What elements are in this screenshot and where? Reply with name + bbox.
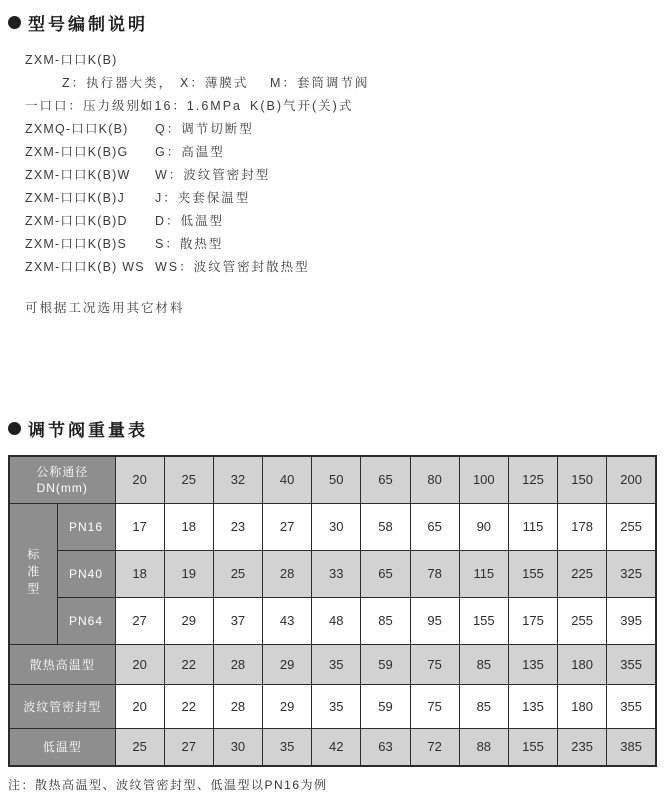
model-code-section	[0, 0, 665, 318]
row-label: 散热高温型	[9, 644, 115, 684]
dn-column-header: 80	[410, 456, 459, 503]
model-code-desc: J：夹套保温型	[155, 190, 251, 205]
weight-value-cell: 355	[607, 684, 656, 728]
table-header-row	[9, 456, 656, 503]
weight-value-cell: 85	[459, 684, 508, 728]
weight-value-cell: 135	[508, 684, 557, 728]
corner-line1: 公称通径	[36, 464, 89, 479]
weight-value-cell: 28	[263, 550, 312, 597]
weight-value-cell: 63	[361, 728, 410, 766]
weight-value-cell: 88	[459, 728, 508, 766]
corner-header-cell	[9, 456, 115, 503]
weight-value-cell: 235	[558, 728, 607, 766]
weight-value-cell: 28	[213, 684, 262, 728]
code-row	[25, 185, 665, 208]
weight-value-cell: 35	[312, 644, 361, 684]
weight-value-cell: 23	[213, 503, 262, 550]
material-note: 可根据工况选用其它材料	[25, 300, 185, 315]
bullet-icon	[8, 422, 21, 435]
weight-value-cell: 22	[164, 644, 213, 684]
model-code-desc: D：低温型	[155, 213, 225, 228]
model-section-title: 型号编制说明	[28, 15, 148, 34]
weight-table	[8, 455, 657, 767]
model-code-desc: S：散热型	[155, 236, 224, 251]
weight-value-cell: 27	[115, 597, 164, 644]
weight-value-cell: 20	[115, 644, 164, 684]
row-label: 低温型	[9, 728, 115, 766]
weight-value-cell: 30	[213, 728, 262, 766]
weight-value-cell: 175	[508, 597, 557, 644]
bullet-icon	[8, 16, 21, 29]
weight-value-cell: 115	[508, 503, 557, 550]
weight-value-cell: 20	[115, 684, 164, 728]
weight-value-cell: 27	[263, 503, 312, 550]
legend-m: M：套筒调节阀	[270, 75, 370, 90]
row-label: PN40	[57, 550, 115, 597]
legend-pressure-example: 如16：1.6MPa	[140, 98, 242, 113]
model-code-desc: WS：波纹管密封散热型	[155, 259, 310, 274]
weight-value-cell: 155	[508, 550, 557, 597]
weight-value-cell: 225	[558, 550, 607, 597]
dn-column-header: 50	[312, 456, 361, 503]
model-code: ZXM-口口K(B)J	[25, 190, 125, 205]
weight-value-cell: 180	[558, 684, 607, 728]
weight-value-cell: 75	[410, 644, 459, 684]
weight-value-cell: 59	[361, 684, 410, 728]
model-code-desc: G：高温型	[155, 144, 225, 159]
model-code-block	[0, 47, 665, 318]
weight-value-cell: 25	[115, 728, 164, 766]
model-code: ZXM-口口K(B)D	[25, 213, 128, 228]
weight-value-cell: 19	[164, 550, 213, 597]
base-model-code-line	[25, 47, 665, 70]
weight-value-cell: 355	[607, 644, 656, 684]
row-label: 波纹管密封型	[9, 684, 115, 728]
weight-value-cell: 65	[410, 503, 459, 550]
weight-value-cell: 85	[459, 644, 508, 684]
weight-value-cell: 25	[213, 550, 262, 597]
dn-column-header: 40	[263, 456, 312, 503]
code-row	[25, 162, 665, 185]
weight-table-wrapper	[8, 455, 657, 767]
weight-value-cell: 325	[607, 550, 656, 597]
weight-table-section	[0, 416, 665, 793]
weight-value-cell: 78	[410, 550, 459, 597]
model-code: ZXM-口口K(B) WS	[25, 259, 145, 274]
code-row	[25, 231, 665, 254]
weight-value-cell: 255	[607, 503, 656, 550]
weight-value-cell: 58	[361, 503, 410, 550]
model-code: ZXM-口口K(B)G	[25, 144, 129, 159]
legend-x: X：薄膜式	[180, 75, 249, 90]
corner-line2: DN(mm)	[36, 480, 88, 495]
weight-value-cell: 155	[508, 728, 557, 766]
weight-value-cell: 18	[115, 550, 164, 597]
weight-value-cell: 35	[312, 684, 361, 728]
weight-value-cell: 33	[312, 550, 361, 597]
weight-value-cell: 27	[164, 728, 213, 766]
weight-value-cell: 85	[361, 597, 410, 644]
legend-kb: K(B)气开(关)式	[250, 98, 354, 113]
dn-column-header: 65	[361, 456, 410, 503]
weight-value-cell: 18	[164, 503, 213, 550]
code-row	[25, 208, 665, 231]
dn-column-header: 32	[213, 456, 262, 503]
legend-z: Z：执行器大类，	[62, 75, 174, 90]
legend-line-pressure	[25, 93, 665, 116]
model-code: ZXM-口口K(B)W	[25, 167, 131, 182]
weight-value-cell: 29	[263, 644, 312, 684]
weight-value-cell: 180	[558, 644, 607, 684]
weight-value-cell: 385	[607, 728, 656, 766]
weight-value-cell: 65	[361, 550, 410, 597]
weight-value-cell: 17	[115, 503, 164, 550]
weight-value-cell: 28	[213, 644, 262, 684]
dn-column-header: 200	[607, 456, 656, 503]
model-code: ZXMQ-口口K(B)	[25, 121, 129, 136]
weight-value-cell: 30	[312, 503, 361, 550]
table-row-low-temp	[9, 728, 656, 766]
weight-value-cell: 135	[508, 644, 557, 684]
row-label: PN64	[57, 597, 115, 644]
model-code: ZXM-口口K(B)S	[25, 236, 128, 251]
weight-value-cell: 29	[263, 684, 312, 728]
weight-value-cell: 22	[164, 684, 213, 728]
table-row-bellows-sealed	[9, 684, 656, 728]
weight-value-cell: 37	[213, 597, 262, 644]
dn-column-header: 20	[115, 456, 164, 503]
weight-value-cell: 48	[312, 597, 361, 644]
row-label: PN16	[57, 503, 115, 550]
code-row	[25, 116, 665, 139]
legend-line-zxm	[25, 70, 665, 93]
table-row-pn40	[9, 550, 656, 597]
legend-pressure-class: 一口口：压力级别：	[25, 98, 156, 113]
weight-value-cell: 72	[410, 728, 459, 766]
material-note-line	[25, 295, 665, 318]
weight-section-title-row	[0, 416, 665, 441]
weight-value-cell: 178	[558, 503, 607, 550]
weight-value-cell: 95	[410, 597, 459, 644]
code-row	[25, 254, 665, 277]
model-code-desc: Q：调节切断型	[155, 121, 254, 136]
group-label-standard: 标准型	[9, 503, 57, 644]
model-section-title-row	[0, 10, 665, 35]
weight-value-cell: 42	[312, 728, 361, 766]
dn-column-header: 100	[459, 456, 508, 503]
weight-value-cell: 255	[558, 597, 607, 644]
weight-value-cell: 90	[459, 503, 508, 550]
dn-column-header: 150	[558, 456, 607, 503]
table-row-heat-dissipation-high-temp	[9, 644, 656, 684]
weight-section-title: 调节阀重量表	[28, 421, 148, 440]
table-footnote: 注：散热高温型、波纹管密封型、低温型以PN16为例	[8, 778, 328, 792]
table-row-pn64	[9, 597, 656, 644]
dn-column-header: 125	[508, 456, 557, 503]
weight-value-cell: 59	[361, 644, 410, 684]
weight-value-cell: 43	[263, 597, 312, 644]
weight-value-cell: 75	[410, 684, 459, 728]
code-row	[25, 139, 665, 162]
weight-value-cell: 35	[263, 728, 312, 766]
model-code-desc: W：波纹管密封型	[155, 167, 271, 182]
weight-value-cell: 155	[459, 597, 508, 644]
table-row-pn16	[9, 503, 656, 550]
base-model-code: ZXM-口口K(B)	[25, 52, 118, 67]
dn-column-header: 25	[164, 456, 213, 503]
weight-value-cell: 29	[164, 597, 213, 644]
weight-value-cell: 395	[607, 597, 656, 644]
weight-value-cell: 115	[459, 550, 508, 597]
